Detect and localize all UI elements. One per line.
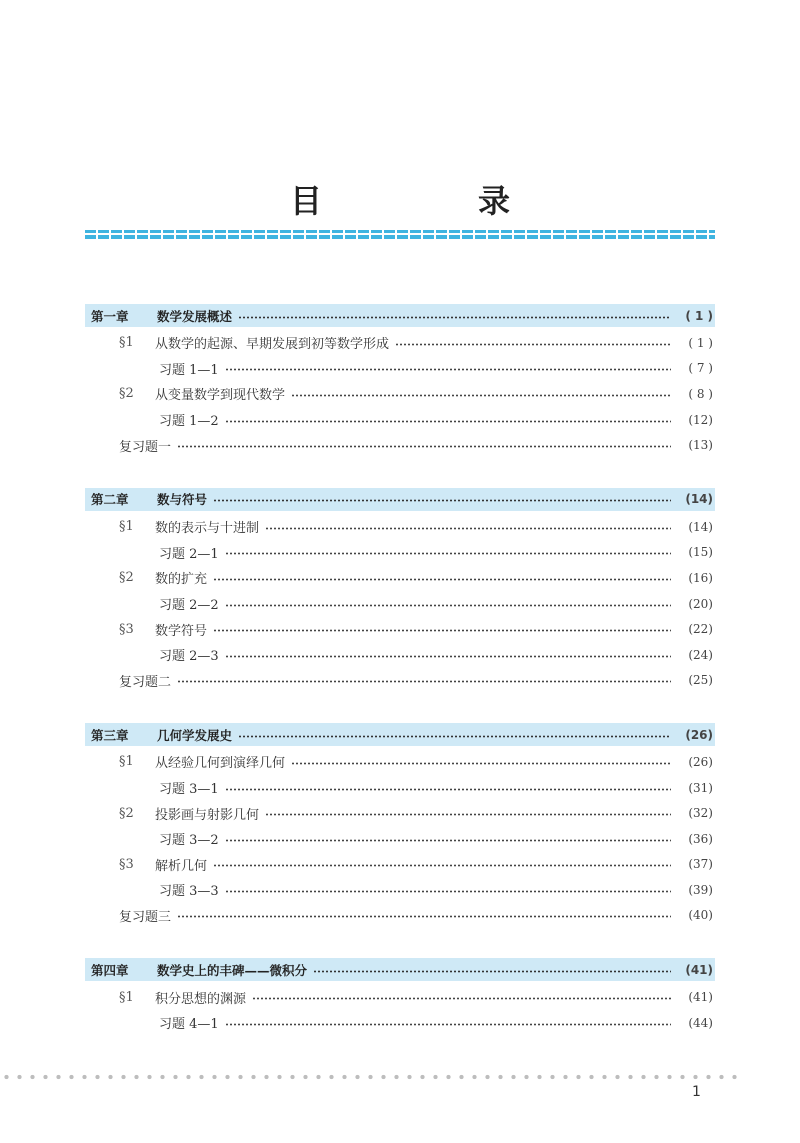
dot-leader: [313, 970, 671, 973]
section-number: §2: [119, 805, 134, 821]
table-of-contents: [85, 304, 715, 1065]
dot-leader: [225, 788, 671, 791]
entry-title: 数的表示与十进制: [155, 521, 260, 537]
exercise-entry[interactable]: [85, 356, 715, 382]
page-ref: (13): [688, 438, 713, 453]
section-number: §1: [119, 335, 134, 351]
page-ref: (14): [685, 492, 713, 507]
section-number: §3: [119, 856, 134, 872]
section-entry[interactable]: [85, 984, 715, 1010]
page-ref: (20): [688, 596, 713, 611]
chapter-title: 数学史上的丰碑——微积分: [157, 962, 308, 978]
exercise-entry[interactable]: [85, 775, 715, 801]
entry-title: 习题 3—1: [159, 782, 219, 798]
dot-leader: [291, 762, 671, 765]
chapter-number: 第一章: [91, 308, 129, 324]
entry-title: 数学符号: [155, 623, 208, 639]
page-ref: (12): [688, 412, 713, 427]
page-ref: (40): [688, 908, 713, 923]
section-entry[interactable]: [85, 330, 715, 356]
review-entry[interactable]: [85, 668, 715, 694]
exercise-entry[interactable]: [85, 877, 715, 903]
section-number: §2: [119, 386, 134, 402]
dot-leader: [177, 445, 671, 448]
chapter-number: 第三章: [91, 727, 129, 743]
entry-title: 从数学的起源、早期发展到初等数学形成: [155, 337, 390, 353]
dot-leader: [213, 499, 671, 502]
dot-leader: [225, 552, 671, 555]
section-entry[interactable]: [85, 852, 715, 878]
dot-leader: [225, 890, 671, 893]
entry-title: 习题 1—2: [159, 414, 219, 430]
entry-title: 复习题三: [119, 909, 172, 925]
dot-leader: [238, 735, 671, 738]
section-number: §1: [119, 989, 134, 1005]
dot-leader: [225, 1023, 671, 1026]
entry-title: 复习题一: [119, 439, 172, 455]
page-ref: (22): [688, 622, 713, 637]
dot-leader: [252, 997, 671, 1000]
dot-leader: [213, 578, 671, 581]
dot-leader: [225, 655, 671, 658]
page-title: 目 录: [289, 182, 572, 220]
chapter-entry[interactable]: [85, 723, 715, 746]
entry-title: 数的扩充: [155, 572, 208, 588]
page-ref: (32): [688, 806, 713, 821]
page-ref: (26): [685, 727, 713, 742]
page-number: 1: [692, 1084, 701, 1100]
page-ref: (31): [688, 780, 713, 795]
review-entry[interactable]: [85, 432, 715, 458]
entry-title: 习题 2—1: [159, 546, 219, 562]
section-entry[interactable]: [85, 381, 715, 407]
entry-title: 复习题二: [119, 674, 172, 690]
page-ref: ( 7 ): [688, 361, 713, 376]
review-entry[interactable]: [85, 903, 715, 929]
dot-leader: [225, 420, 671, 423]
exercise-entry[interactable]: [85, 540, 715, 566]
dot-leader: [225, 368, 671, 371]
chapter-entry[interactable]: [85, 488, 715, 511]
entry-title: 习题 2—2: [159, 598, 219, 614]
page-ref: (41): [685, 962, 713, 977]
dot-leader: [225, 839, 671, 842]
section-number: §3: [119, 621, 134, 637]
chapter-block: [85, 723, 715, 928]
page-ref: (39): [688, 882, 713, 897]
dot-leader: [265, 813, 671, 816]
exercise-entry[interactable]: [85, 407, 715, 433]
chapter-block: [85, 304, 715, 458]
entry-title: 习题 3—3: [159, 884, 219, 900]
page-ref: ( 8 ): [688, 386, 713, 401]
chapter-block: [85, 958, 715, 1035]
dot-leader: [213, 864, 671, 867]
dot-leader: [395, 343, 671, 346]
exercise-entry[interactable]: [85, 591, 715, 617]
chapter-title: 几何学发展史: [157, 727, 233, 743]
page-ref: (44): [688, 1015, 713, 1030]
page-ref: ( 1 ): [685, 308, 713, 323]
exercise-entry[interactable]: [85, 826, 715, 852]
section-entry[interactable]: [85, 514, 715, 540]
section-number: §1: [119, 519, 134, 535]
chapter-number: 第二章: [91, 492, 129, 508]
entry-title: 解析几何: [155, 858, 208, 874]
chapter-title: 数学发展概述: [157, 308, 233, 324]
page-ref: (37): [688, 857, 713, 872]
chapter-block: [85, 488, 715, 693]
title-underline: [85, 230, 715, 239]
exercise-entry[interactable]: [85, 1010, 715, 1036]
page-ref: (16): [688, 570, 713, 585]
entry-title: 习题 1—1: [159, 362, 219, 378]
section-entry[interactable]: [85, 565, 715, 591]
page-ref: (36): [688, 831, 713, 846]
footer-dotted-rule: [0, 1074, 745, 1080]
dot-leader: [177, 680, 671, 683]
section-number: §2: [119, 570, 134, 586]
dot-leader: [238, 316, 671, 319]
chapter-number: 第四章: [91, 962, 129, 978]
dot-leader: [291, 394, 671, 397]
page-ref: (24): [688, 647, 713, 662]
section-entry[interactable]: [85, 800, 715, 826]
section-entry[interactable]: [85, 616, 715, 642]
section-entry[interactable]: [85, 749, 715, 775]
chapter-entry[interactable]: [85, 304, 715, 327]
page-ref: (41): [688, 990, 713, 1005]
page-ref: (26): [688, 754, 713, 769]
page-ref: ( 1 ): [688, 335, 713, 350]
page-ref: (14): [688, 519, 713, 534]
entry-title: 习题 4—1: [159, 1017, 219, 1033]
page-ref: (25): [688, 673, 713, 688]
page-ref: (15): [688, 545, 713, 560]
dot-leader: [225, 604, 671, 607]
entry-title: 投影画与射影几何: [155, 807, 260, 823]
chapter-entry[interactable]: [85, 958, 715, 981]
section-number: §1: [119, 754, 134, 770]
entry-title: 从变量数学到现代数学: [155, 388, 286, 404]
chapter-title: 数与符号: [157, 492, 208, 508]
entry-title: 从经验几何到演绎几何: [155, 756, 286, 772]
dot-leader: [265, 527, 671, 530]
dot-leader: [213, 629, 671, 632]
entry-title: 习题 3—2: [159, 833, 219, 849]
entry-title: 习题 2—3: [159, 649, 219, 665]
dot-leader: [177, 915, 671, 918]
exercise-entry[interactable]: [85, 642, 715, 668]
entry-title: 积分思想的渊源: [155, 991, 247, 1007]
